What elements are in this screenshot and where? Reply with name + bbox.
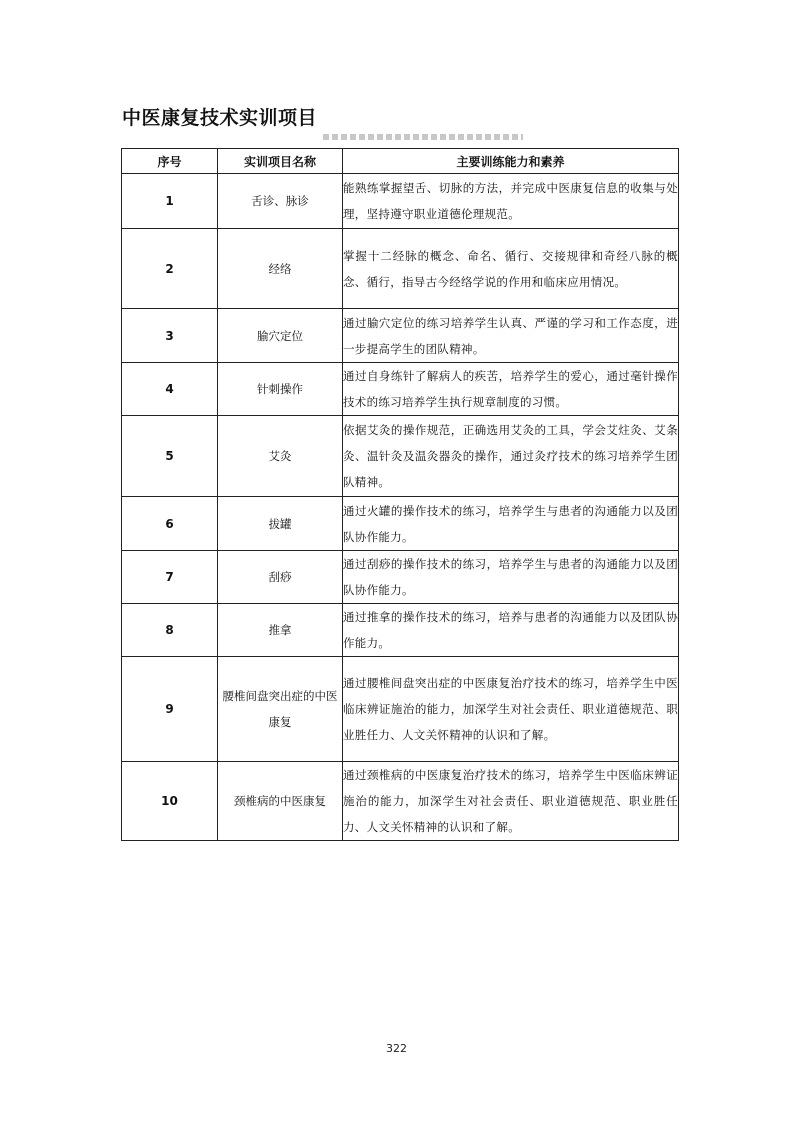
row-description: 依据艾灸的操作规范，正确选用艾灸的工具，学会艾炷灸、艾条灸、温针灸及温灸器灸的操作，通过灸疗技术的练习培养学生团队精神。 — [343, 416, 679, 497]
training-projects-table — [121, 148, 679, 841]
header-no: 序号 — [122, 149, 218, 174]
table-row — [122, 657, 679, 762]
row-project-name: 腰椎间盘突出症的中医康复 — [218, 657, 343, 762]
table-row — [122, 604, 679, 657]
row-project-name: 舌诊、脉诊 — [218, 174, 343, 229]
row-project-name: 推拿 — [218, 604, 343, 657]
row-description: 通过腰椎间盘突出症的中医康复治疗技术的练习，培养学生中医临床辨证施治的能力，加深学生对社会责任、职业道德规范、职业胜任力、人文关怀精神的认识和了解。 — [343, 657, 679, 762]
row-project-name: 刮痧 — [218, 551, 343, 604]
page-number: 322 — [386, 1042, 407, 1055]
table-row — [122, 174, 679, 229]
row-project-name: 拔罐 — [218, 497, 343, 551]
row-description: 通过推拿的操作技术的练习，培养与患者的沟通能力以及团队协作能力。 — [343, 604, 679, 657]
table-row — [122, 229, 679, 309]
table-row — [122, 497, 679, 551]
page-title: 中医康复技术实训项目 — [122, 107, 318, 129]
row-description: 通过腧穴定位的练习培养学生认真、严谨的学习和工作态度，进一步提高学生的团队精神。 — [343, 309, 679, 363]
row-number: 10 — [122, 762, 218, 841]
faded-table-caption — [323, 134, 523, 140]
row-project-name: 经络 — [218, 229, 343, 309]
row-description: 能熟练掌握望舌、切脉的方法，并完成中医康复信息的收集与处理，坚持遵守职业道德伦理规范。 — [343, 174, 679, 229]
row-description: 掌握十二经脉的概念、命名、循行、交接规律和奇经八脉的概念、循行，指导古今经络学说的作用和临床应用情况。 — [343, 229, 679, 309]
row-project-name: 针刺操作 — [218, 363, 343, 416]
row-project-name: 艾灸 — [218, 416, 343, 497]
table-row — [122, 363, 679, 416]
row-number: 7 — [122, 551, 218, 604]
header-name: 实训项目名称 — [218, 149, 343, 174]
row-description: 通过颈椎病的中医康复治疗技术的练习，培养学生中医临床辨证施治的能力，加深学生对社会责任、职业道德规范、职业胜任力、人文关怀精神的认识和了解。 — [343, 762, 679, 841]
row-description: 通过火罐的操作技术的练习，培养学生与患者的沟通能力以及团队协作能力。 — [343, 497, 679, 551]
header-desc: 主要训练能力和素养 — [343, 149, 679, 174]
table-row — [122, 416, 679, 497]
row-description: 通过自身练针了解病人的疾苦，培养学生的爱心，通过毫针操作技术的练习培养学生执行规章制度的习惯。 — [343, 363, 679, 416]
row-number: 8 — [122, 604, 218, 657]
table-header-row — [122, 149, 679, 174]
table-row — [122, 309, 679, 363]
row-number: 2 — [122, 229, 218, 309]
row-project-name: 颈椎病的中医康复 — [218, 762, 343, 841]
table-row — [122, 762, 679, 841]
row-number: 1 — [122, 174, 218, 229]
row-number: 6 — [122, 497, 218, 551]
row-number: 4 — [122, 363, 218, 416]
table-row — [122, 551, 679, 604]
row-number: 9 — [122, 657, 218, 762]
row-number: 3 — [122, 309, 218, 363]
row-project-name: 腧穴定位 — [218, 309, 343, 363]
row-description: 通过刮痧的操作技术的练习，培养学生与患者的沟通能力以及团队协作能力。 — [343, 551, 679, 604]
row-number: 5 — [122, 416, 218, 497]
